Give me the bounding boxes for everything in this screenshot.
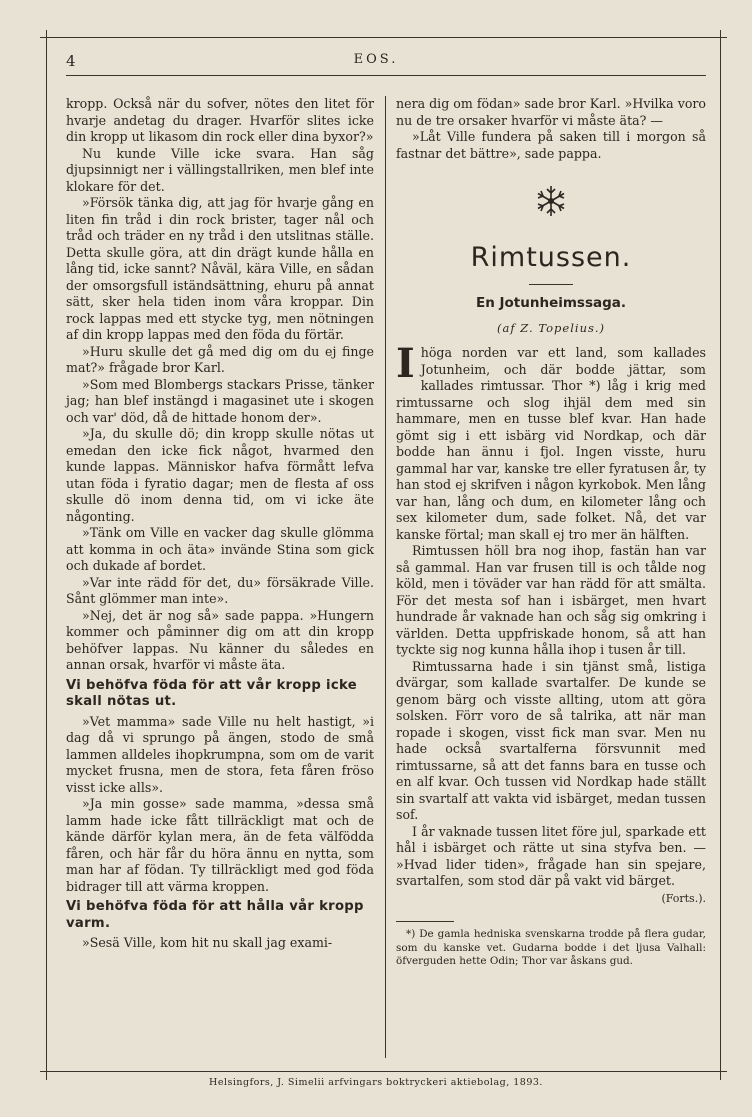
left-frame-rule: [46, 30, 47, 1080]
paragraph: »Tänk om Ville en vacker dag skulle glömma att komma in och äta» invände Stina som gick och dukade af bordet.: [66, 525, 374, 573]
paragraph: Rimtussen höll bra nog ihop, fastän han var så gammal. Han var frusen till is och tålde nog köld, men i töväder var han rädd för att smälta. För det mesta sof han i isbärget, men hvart hundrade år vaknade han och såg sig omkring i världen. Detta uppfriskade honom, så att han tyckte sig nog kunna hålla ihop i tusen år till.: [396, 543, 706, 657]
left-column: [66, 96, 374, 952]
paragraph: I år vaknade tussen litet före jul, sparkade ett hål i isbärget och rätte ut sina styfva ben. — »Hvad lider tiden», frågade han sin spejare, svartalfen, som stod där på vakt vid bärget.: [396, 823, 706, 888]
page-number: 4: [66, 52, 76, 70]
paragraph: »Sesä Ville, kom hit nu skall jag exami-: [82, 935, 333, 950]
drop-cap: I: [396, 340, 415, 387]
title-rule: [529, 284, 573, 285]
story-subtitle: En Jotunheimssaga.: [475, 295, 627, 311]
continued-marker: (Forts.).: [661, 891, 706, 905]
story-author: (af Z. Topelius.): [496, 320, 606, 335]
paragraph: »Ja, du skulle dö; din kropp skulle nötas ut emedan den icke fick något, hvarmed den kunde lappas. Människor hafva förmått lefva utan föda i fyratio dagar; men de flesta af oss skulle dö inom denna tid, om vi icke äte någonting.: [66, 426, 374, 524]
paragraph: »Ja min gosse» sade mamma, »dessa små lamm hade icke fått tillräckligt mat och de kände därför kylan mera, än de feta välfödda fåren, och här får du höra ännu en nytta, som man har af födan. Ty tillräckligt med god föda bidrager till att värma kroppen.: [66, 796, 374, 894]
footnote-rule: [396, 921, 454, 922]
paragraph: »Försök tänka dig, att jag för hvarje gång en liten fin tråd i din rock brister, tager nål och tråd och träder en ny tråd i den utslitnas ställe. Detta skulle göra, att din drägt kunde hålla en lång tid, icke sannt? Nåväl, kära Ville, en sådan der omsorgsfull iständsättning, ehuru på annat sätt, sker hela tiden inom våra kroppar. Din rock lappas med ett stycke tyg, men nötningen af din kropp lappas med den föda du förtär.: [66, 195, 374, 342]
paragraph: »Huru skulle det gå med dig om du ej finge mat?» frågade bror Karl.: [66, 343, 374, 375]
paragraph: Rimtussarna hade i sin tjänst små, listiga dvärgar, som kallade svartalfer. De kunde se genom bärg och visste allting, utom att göra solsken. Förr voro de så talrika, att när man ropade i skogen, visst fick man svar. Men nu hade också svartalferna försvunnit med rimtussarne, så att det fanns bara en tusse och en alf kvar. Och tussen vid Nordkap hade ställt sin svartalf att vakta vid isbärget, medan tussen sof.: [396, 658, 706, 822]
section-subheading: Vi behöfva föda för att hålla vår kropp varm.: [66, 899, 364, 931]
paragraph: »Låt Ville fundera på saken till i morgon så fastnar det bättre», sade pappa.: [396, 129, 706, 161]
paragraph: »Som med Blombergs stackars Prisse, tänker jag; han blef instängd i magasinet ute i skogen och var' död, då de hittade honom der».: [66, 376, 374, 425]
bottom-frame-rule: [40, 1071, 726, 1072]
footnote-text: *) De gamla hedniska svenskarna trodde på flera gudar, som du kanske vet. Gudarna bodde i det ljusa Valhall: öfverguden hette Odin; Thor var åskans gud.: [396, 928, 706, 967]
corner-mark-top-left: [40, 31, 53, 44]
paragraph: Nu kunde Ville icke svara. Han såg djupsinnigt ner i vällingstallriken, men blef inte klokare för det.: [66, 145, 374, 194]
paragraph: »Var inte rädd för det, du» försäkrade Ville. Sånt glömmer man inte».: [66, 574, 374, 606]
section-subheading: Vi behöfva föda för att vår kropp icke skall nötas ut.: [66, 677, 357, 709]
running-head: EOS.: [353, 52, 399, 67]
paragraph: nera dig om födan» sade bror Karl. »Hvilka voro nu de tre orsaker hvarför vi måste äta? —: [396, 96, 706, 128]
right-frame-rule: [720, 30, 721, 1080]
paragraph: »Nej, det är nog så» sade pappa. »Hungern kommer och påminner dig om att din kropp behöfver lappas. Nu känner du således en annan orsak, hvarför vi måste äta.: [66, 607, 374, 672]
snowflake-ornament-icon: [396, 184, 706, 224]
column-divider: [385, 96, 386, 1058]
first-paragraph-text: höga norden var ett land, som kallades Jotunheim, och där bodde jättar, som kallades rimtussar. Thor *) låg i krig med rimtussarne och slog ihjäl dem med sin hammare, men en tusse blef kvar. Han hade gömt sig i ett isbärg vid Nordkap, och där bodde han ännu i fjol. Ingen visste, huru gammal har var, kanske tre eller fyratusen år, ty han stod ej skrifven i någon kyrkobok. Men lång var han, lång och dum, en kilometer lång och sex kilometer dum, sade folket. Nå, det var kanske förtal; man skall ej tro mer än hälften.: [396, 345, 706, 542]
top-frame-rule: [40, 37, 726, 38]
first-paragraph: [396, 340, 706, 543]
printer-imprint: Helsingfors, J. Simelii arfvingars boktryckeri aktiebolag, 1893.: [209, 1077, 543, 1088]
footnote: [396, 928, 706, 969]
header-rule: [66, 75, 706, 76]
paragraph: »Vet mamma» sade Ville nu helt hastigt, »i dag då vi sprungo på ängen, stodo de små lammen alldeles ihopkrumpna, som om de varit mycket frusna, men de stora, feta fåren fröso visst icke alls».: [66, 713, 374, 795]
paragraph: kropp. Också när du sofver, nötes den litet för hvarje andetag du drager. Hvarför slites icke din kropp ut likasom din rock eller dina byxor?»: [66, 96, 374, 144]
corner-mark-top-right: [714, 31, 727, 44]
story-title: Rimtussen.: [470, 242, 632, 273]
right-column: [396, 96, 706, 969]
